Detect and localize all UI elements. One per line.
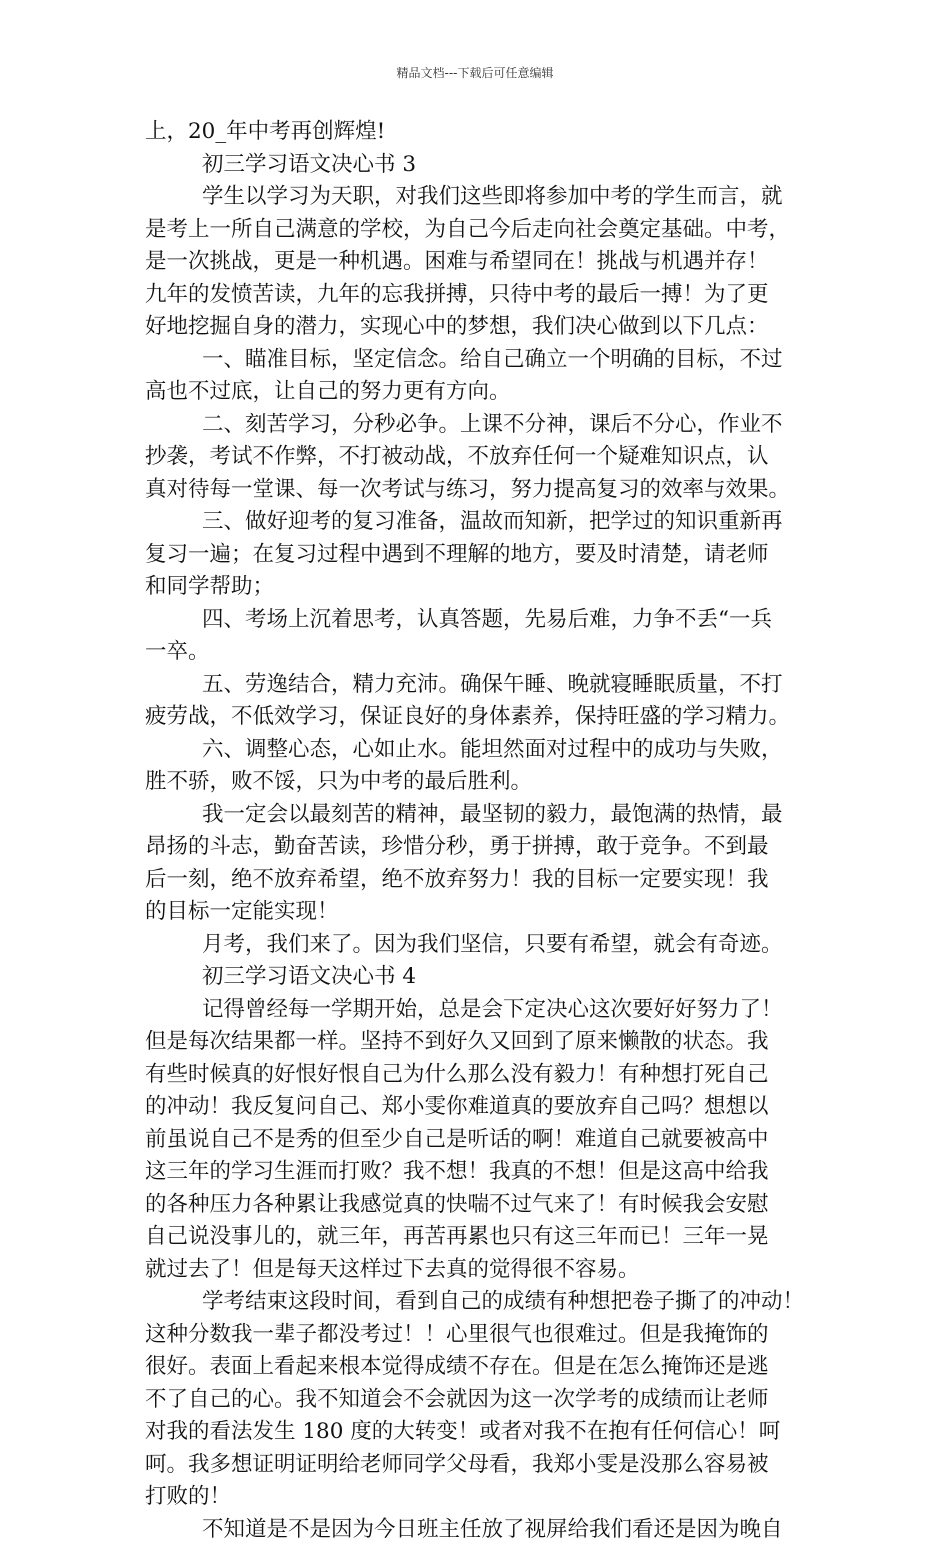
text-line: 后一刻，绝不放弃希望，绝不放弃努力！我的目标一定要实现！我 (145, 864, 810, 897)
text-line: 高也不过底，让自己的努力更有方向。 (145, 376, 810, 409)
text-line: 的目标一定能实现！ (145, 896, 810, 929)
text-line: 呵。我多想证明证明给老师同学父母看，我郑小雯是没那么容易被 (145, 1449, 810, 1482)
text-line: 学考结束这段时间，看到自己的成绩有种想把卷子撕了的冲动！ (145, 1286, 810, 1319)
text-line: 二、刻苦学习，分秒必争。上课不分神，课后不分心，作业不 (145, 409, 810, 442)
text-line: 月考，我们来了。因为我们坚信，只要有希望，就会有奇迹。 (145, 929, 810, 962)
text-line: 昂扬的斗志，勤奋苦读，珍惜分秒，勇于拼搏，敢于竞争。不到最 (145, 831, 810, 864)
text-line: 三、做好迎考的复习准备，温故而知新，把学过的知识重新再 (145, 506, 810, 539)
text-line: 有些时候真的好恨好恨自己为什么那么没有毅力！有种想打死自己 (145, 1059, 810, 1092)
text-line: 对我的看法发生 180 度的大转变！或者对我不在抱有任何信心！呵 (145, 1416, 810, 1449)
text-line: 和同学帮助； (145, 571, 810, 604)
text-line: 初三学习语文决心书 3 (145, 149, 810, 182)
text-line: 上，20_年中考再创辉煌! (145, 116, 810, 149)
text-line: 四、考场上沉着思考，认真答题，先易后难，力争不丢“一兵 (145, 604, 810, 637)
text-line: 真对待每一堂课、每一次考试与练习，努力提高复习的效率与效果。 (145, 474, 810, 507)
page-header: 精品文档---下载后可任意编辑 (0, 64, 950, 81)
text-line: 这三年的学习生涯而打败？我不想！我真的不想！但是这高中给我 (145, 1156, 810, 1189)
text-line: 前虽说自己不是秀的但至少自己是听话的啊！难道自己就要被高中 (145, 1124, 810, 1157)
text-line: 不了自己的心。我不知道会不会就因为这一次学考的成绩而让老师 (145, 1384, 810, 1417)
text-line: 自己说没事儿的，就三年，再苦再累也只有这三年而已！三年一晃 (145, 1221, 810, 1254)
text-line: 是考上一所自己满意的学校，为自己今后走向社会奠定基础。中考， (145, 214, 810, 247)
text-line: 一、瞄准目标，坚定信念。给自己确立一个明确的目标，不过 (145, 344, 810, 377)
text-line: 打败的！ (145, 1481, 810, 1514)
text-line: 就过去了！但是每天这样过下去真的觉得很不容易。 (145, 1254, 810, 1287)
text-line: 胜不骄，败不馁，只为中考的最后胜利。 (145, 766, 810, 799)
text-line: 的冲动！我反复问自己、郑小雯你难道真的要放弃自己吗？想想以 (145, 1091, 810, 1124)
text-line: 这种分数我一辈子都没考过！！心里很气也很难过。但是我掩饰的 (145, 1319, 810, 1352)
text-line: 九年的发愤苦读，九年的忘我拼搏，只待中考的最后一搏！为了更 (145, 279, 810, 312)
text-line: 但是每次结果都一样。坚持不到好久又回到了原来懒散的状态。我 (145, 1026, 810, 1059)
text-line: 我一定会以最刻苦的精神，最坚韧的毅力，最饱满的热情，最 (145, 799, 810, 832)
text-line: 不知道是不是因为今日班主任放了视屏给我们看还是因为晚自 (145, 1514, 810, 1546)
document-body (145, 116, 810, 1546)
text-line: 很好。表面上看起来根本觉得成绩不存在。但是在怎么掩饰还是逃 (145, 1351, 810, 1384)
text-line: 好地挖掘自身的潜力，实现心中的梦想，我们决心做到以下几点： (145, 311, 810, 344)
text-line: 一卒。 (145, 636, 810, 669)
text-line: 初三学习语文决心书 4 (145, 961, 810, 994)
text-line: 学生以学习为天职，对我们这些即将参加中考的学生而言，就 (145, 181, 810, 214)
text-line: 记得曾经每一学期开始，总是会下定决心这次要好好努力了！ (145, 994, 810, 1027)
text-line: 六、调整心态，心如止水。能坦然面对过程中的成功与失败， (145, 734, 810, 767)
text-line: 是一次挑战，更是一种机遇。困难与希望同在！挑战与机遇并存！ (145, 246, 810, 279)
text-line: 五、劳逸结合，精力充沛。确保午睡、晚就寝睡眠质量，不打 (145, 669, 810, 702)
text-line: 复习一遍；在复习过程中遇到不理解的地方，要及时清楚，请老师 (145, 539, 810, 572)
text-line: 抄袭，考试不作弊，不打被动战，不放弃任何一个疑难知识点，认 (145, 441, 810, 474)
text-line: 疲劳战，不低效学习，保证良好的身体素养，保持旺盛的学习精力。 (145, 701, 810, 734)
text-line: 的各种压力各种累让我感觉真的快喘不过气来了！有时候我会安慰 (145, 1189, 810, 1222)
